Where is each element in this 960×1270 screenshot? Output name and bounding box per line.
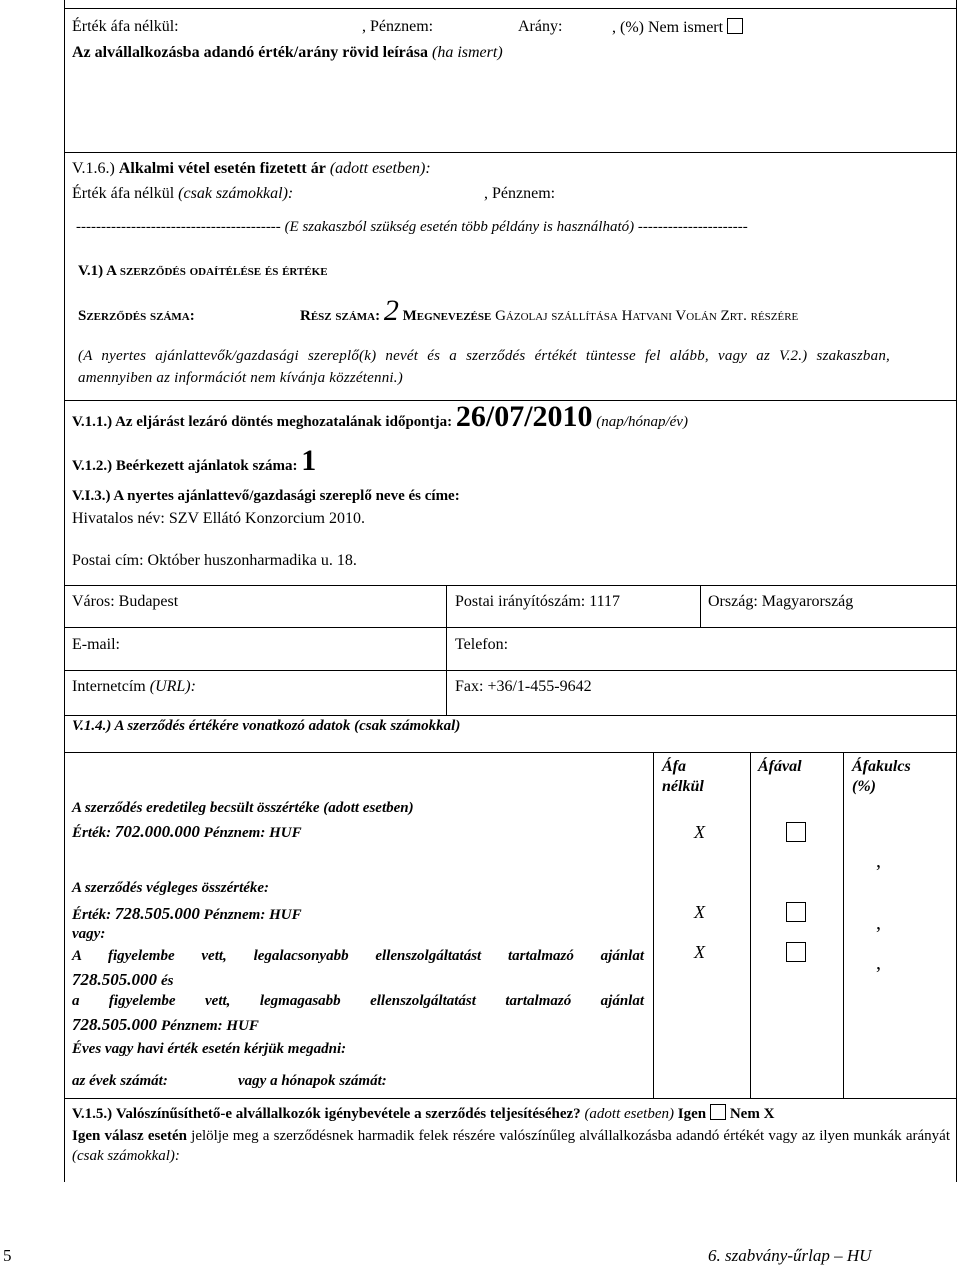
address-table-divider-1 xyxy=(446,585,447,715)
v16-note: (adott esetben): xyxy=(329,160,431,177)
dashes-left: ----------------------------------------- xyxy=(76,219,281,235)
country: Ország: Magyarország xyxy=(708,593,854,610)
date-format: (nap/hónap/év) xyxy=(596,414,688,430)
form-footer: 6. szabvány-űrlap – HU xyxy=(708,1246,872,1265)
section-repeat-note xyxy=(76,219,748,236)
rule-value-table xyxy=(64,752,957,753)
value-table-divider-3 xyxy=(843,752,844,1098)
v16-title: Alkalmi vétel esetén fizetett ár xyxy=(118,160,326,177)
v16-value-note: (csak számokkal): xyxy=(178,185,294,202)
frame-right-border xyxy=(956,0,957,1182)
col-no-vat-1: Áfa xyxy=(662,758,686,775)
v1-heading: V.1) A szerződés odaítélése és értéke xyxy=(78,263,328,279)
dashes-right: ---------------------- xyxy=(637,219,748,235)
highest-value: 728.505.000 xyxy=(72,1015,157,1034)
v13-label: V.I.3.) A nyertes ajánlattevő/gazdasági szereplő neve és címe: xyxy=(72,488,460,504)
estimated-rate-comma: , xyxy=(876,850,881,872)
page-number: 5 xyxy=(3,1246,12,1265)
or-label: vagy: xyxy=(72,926,106,942)
v16-value-label: Érték áfa nélkül xyxy=(72,185,175,202)
highest-value-row xyxy=(72,1015,259,1035)
repeat-note-text: (E szakaszból szükség esetén több példány is használható) xyxy=(284,219,635,235)
annual-label: Éves vagy havi érték esetén kérjük megadni: xyxy=(72,1041,347,1057)
final-value-row xyxy=(72,904,302,924)
v15-row xyxy=(72,1104,774,1123)
phone-label: Telefon: xyxy=(455,636,509,653)
v16-currency-label: , Pénznem: xyxy=(484,185,556,202)
v15-title: Valószínűsíthető-e alvállalkozók igénybevétele a szerződés teljesítéséhez? xyxy=(115,1106,581,1122)
subcontract-desc xyxy=(72,44,503,62)
final-rate-comma: , xyxy=(876,912,881,934)
col-rate-1: Áfakulcs xyxy=(852,758,911,775)
estimated-title: A szerződés eredetileg becsült összértéke (adott esetben) xyxy=(72,800,414,816)
top-value-row xyxy=(72,18,179,36)
months-label: vagy a hónapok számát: xyxy=(238,1073,387,1089)
part-number-label: Rész száma: xyxy=(300,308,381,324)
url-label: Internetcím xyxy=(72,678,146,695)
fax: Fax: +36/1-455-9642 xyxy=(455,678,592,695)
decision-date: 26/07/2010 xyxy=(455,400,593,433)
yes-case-bold: Igen válasz esetén xyxy=(72,1128,187,1144)
zip: Postai irányítószám: 1117 xyxy=(455,593,621,610)
contract-number-label: Szerződés száma: xyxy=(78,308,195,324)
highest-text: a figyelembe vett, legmagasabb ellenszolgáltatást tartalmazó ajánlat xyxy=(72,993,644,1009)
final-vat-checkbox[interactable] xyxy=(786,902,806,922)
v15-yes-case xyxy=(72,1126,950,1166)
part-row xyxy=(300,294,798,328)
offers-count: 1 xyxy=(301,444,317,477)
city: Város: Budapest xyxy=(72,593,179,610)
address-table-row-1 xyxy=(64,627,957,628)
estimated-value-row xyxy=(72,822,302,842)
frame-left-border xyxy=(64,0,65,1182)
final-no-vat-x: X xyxy=(694,902,705,922)
v14-heading: V.1.4.) A szerződés értékére vonatkozó adatok (csak számokkal) xyxy=(72,718,461,734)
part-number: 2 xyxy=(383,294,399,327)
address-table-row-2 xyxy=(64,670,957,671)
lowest-text: A figyelembe vett, legalacsonyabb ellenszolgáltatást tartalmazó ajánlat xyxy=(72,948,644,964)
subcontract-desc-note: (ha ismert) xyxy=(432,44,503,61)
v15-num: V.1.5.) xyxy=(72,1106,113,1122)
final-value-label: Érték: xyxy=(72,907,112,923)
value-table-divider-2 xyxy=(750,752,751,1098)
subcontract-yes-checkbox[interactable] xyxy=(710,1104,726,1120)
v15-yes-label: Igen xyxy=(677,1106,707,1122)
and-label: és xyxy=(161,973,174,989)
top-ratio-label: Arány: xyxy=(518,18,563,35)
subcontract-desc-title: Az alvállalkozásba adandó érték/arány rövid leírása xyxy=(72,44,428,61)
top-value-label: Érték áfa nélkül: xyxy=(72,18,179,35)
address-table-bottom xyxy=(64,715,957,716)
lowest-vat-checkbox[interactable] xyxy=(786,942,806,962)
highest-currency: Pénznem: HUF xyxy=(161,1018,259,1034)
unknown-checkbox[interactable] xyxy=(727,18,743,34)
v15-note: (adott esetben) xyxy=(584,1106,674,1122)
estimated-vat-checkbox[interactable] xyxy=(786,822,806,842)
lowest-value-row xyxy=(72,970,174,990)
years-label: az évek számát: xyxy=(72,1073,168,1089)
v11-label: V.1.1.) Az eljárást lezáró döntés meghozatalának időpontja: xyxy=(72,414,453,430)
lowest-no-vat-x: X xyxy=(694,942,705,962)
final-title: A szerződés végleges összértéke: xyxy=(72,880,270,896)
estimated-currency: Pénznem: HUF xyxy=(203,825,302,841)
v16-num: V.1.6.) xyxy=(72,160,115,177)
rule-address-table xyxy=(64,585,957,586)
address-table-divider-2 xyxy=(700,585,701,627)
official-name: Hivatalos név: SZV Ellátó Konzorcium 2010. xyxy=(72,510,365,527)
col-vat: Áfával xyxy=(758,758,802,775)
top-percent-row xyxy=(612,18,743,37)
v1-instruction: (A nyertes ajánlattevők/gazdasági szereplő(k) nevét és a szerződés értékét tüntesse fel alább, vagy az V.2.) szakaszban, amennyiben az információt nem kívánja közzétenni.) xyxy=(78,348,890,386)
v16-value-row xyxy=(72,185,293,203)
rule-v16 xyxy=(64,152,957,153)
url-row xyxy=(72,678,196,696)
yes-case-note: (csak számokkal): xyxy=(72,1148,180,1164)
top-currency-label: , Pénznem: xyxy=(362,18,434,35)
v15-no-label: Nem X xyxy=(729,1106,775,1122)
url-note: (URL): xyxy=(149,678,196,695)
yes-case-text: jelölje meg a szerződésnek harmadik felek részére valószínűleg alvállalkozásba adandó értékét vagy az ilyen munkák arányát xyxy=(191,1128,950,1144)
postal-address: Postai cím: Október huszonharmadika u. 18. xyxy=(72,552,357,569)
lowest-rate-comma: , xyxy=(876,952,881,974)
v12-row xyxy=(72,444,316,478)
email-label: E-mail: xyxy=(72,636,120,653)
lowest-value: 728.505.000 xyxy=(72,970,157,989)
final-currency: Pénznem: HUF xyxy=(203,907,302,923)
top-percent-label: , (%) Nem ismert xyxy=(612,19,724,36)
value-table-bottom xyxy=(64,1098,957,1099)
estimated-value: 702.000.000 xyxy=(114,822,200,841)
v12-label: V.1.2.) Beérkezett ajánlatok száma: xyxy=(72,458,298,474)
col-rate-2: (%) xyxy=(852,778,876,795)
value-table-divider-1 xyxy=(653,752,654,1098)
top-rule xyxy=(64,8,957,9)
estimated-no-vat-x: X xyxy=(694,822,705,842)
v16-heading xyxy=(72,160,431,178)
estimated-value-label: Érték: xyxy=(72,825,112,841)
col-no-vat-2: nélkül xyxy=(662,778,704,795)
final-value: 728.505.000 xyxy=(114,904,200,923)
v11-row xyxy=(72,400,688,434)
part-name-value: Gázolaj szállítása Hatvani Volán Zrt. részére xyxy=(495,308,799,324)
part-name-label: Megnevezése xyxy=(402,308,492,324)
